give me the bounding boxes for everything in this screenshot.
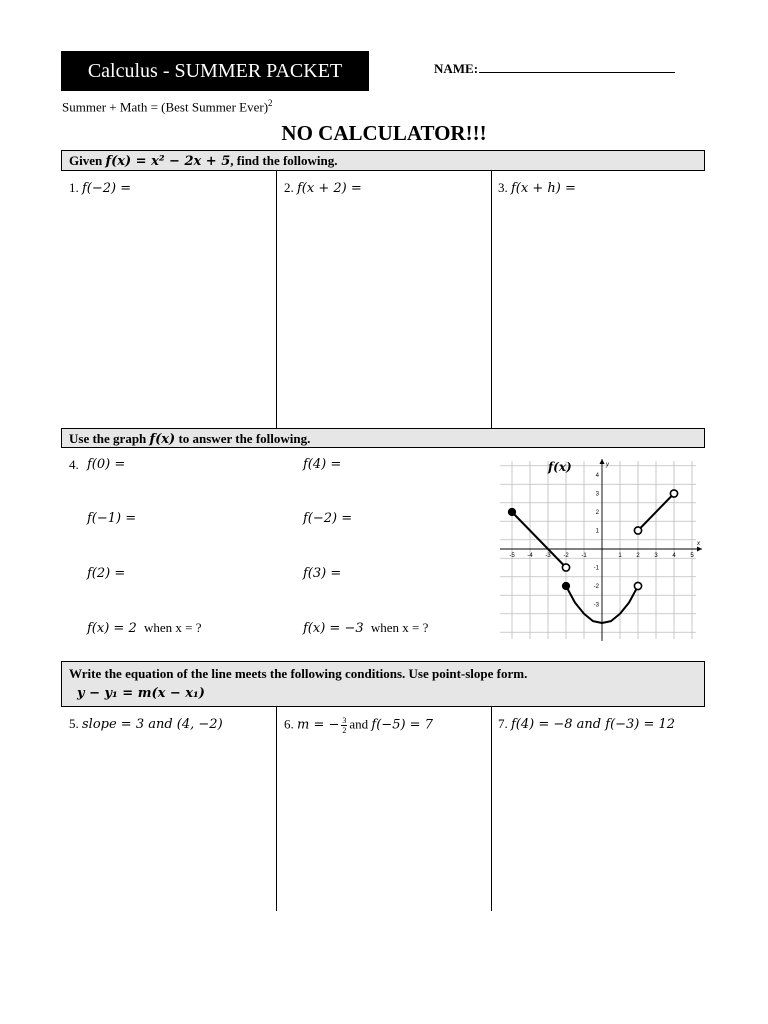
x-tick-label: 4 xyxy=(672,553,676,559)
fraction-denominator: 2 xyxy=(342,726,347,735)
q4-f-equals-neg3 xyxy=(303,620,428,636)
problem-6-and: and xyxy=(349,716,369,732)
open-point xyxy=(562,564,569,571)
problem-1 xyxy=(69,180,131,196)
problem-6 xyxy=(284,716,433,735)
q4-when-x-right: when x = ? xyxy=(370,620,429,635)
section3-divider-1 xyxy=(276,707,277,911)
problem-5-expression: slope = 3 and (4, −2) xyxy=(82,717,223,732)
problem-7 xyxy=(498,716,675,732)
point-slope-formula: y − y₁ = m(x − x₁) xyxy=(77,686,205,701)
x-tick-label: -4 xyxy=(527,553,533,559)
closed-point xyxy=(563,583,570,590)
x-axis-arrow xyxy=(697,547,702,552)
x-tick-label: 1 xyxy=(618,553,622,559)
section3-instruction: Write the equation of the line meets the following conditions. Use point-slope form. xyxy=(69,666,528,681)
problem-5-number: 5. xyxy=(69,716,79,731)
q4-f-of-3: f(3) = xyxy=(303,566,342,581)
section1-divider-2 xyxy=(491,171,492,428)
y-tick-label: 3 xyxy=(595,491,599,498)
section1-instruction: , find the following. xyxy=(230,153,338,168)
section1-function: f(x) = x² − 2x + 5 xyxy=(105,154,231,169)
open-point xyxy=(634,582,641,589)
problem-2 xyxy=(284,180,362,196)
tagline-exponent: 2 xyxy=(268,98,273,108)
y-tick-label: 2 xyxy=(595,510,599,516)
open-point xyxy=(670,490,677,497)
y-tick-label: -2 xyxy=(593,584,599,590)
section1-divider-1 xyxy=(276,171,277,428)
problem-3-expression: f(x + h) = xyxy=(511,181,576,196)
problem-7-number: 7. xyxy=(498,716,508,731)
problem-3-number: 3. xyxy=(498,180,508,195)
q4-f-of-neg1: f(−1) = xyxy=(87,511,137,526)
q4-f-of-4: f(4) = xyxy=(303,457,342,472)
y-tick-label: 4 xyxy=(595,473,599,479)
q4-f-equals-2 xyxy=(87,620,201,636)
x-tick-label: -1 xyxy=(581,553,587,559)
graph-y-label: y xyxy=(606,462,609,468)
y-tick-label: -3 xyxy=(593,602,599,609)
graph-x-label: x xyxy=(697,541,700,547)
name-label: NAME: xyxy=(434,61,479,76)
open-point xyxy=(634,527,641,534)
problem-1-number: 1. xyxy=(69,180,79,195)
q4-f-of-2: f(2) = xyxy=(87,566,126,581)
problem-3 xyxy=(498,180,576,196)
packet-title: Calculus - SUMMER PACKET xyxy=(61,51,369,91)
x-tick-label: -3 xyxy=(545,553,551,559)
no-calculator-heading: NO CALCULATOR!!! xyxy=(281,121,487,145)
section2-prefix: Use the graph xyxy=(69,431,147,446)
section2-function: f(x) xyxy=(149,432,176,447)
x-tick-label: 3 xyxy=(654,553,658,559)
x-tick-label: 2 xyxy=(636,553,640,559)
name-blank-line[interactable] xyxy=(479,60,675,73)
problem-1-expression: f(−2) = xyxy=(82,181,132,196)
q4-f-equals-neg3-expression: f(x) = −3 xyxy=(303,621,364,636)
graph-title: f(x) xyxy=(548,460,572,474)
problem-4-number: 4. xyxy=(69,457,79,472)
y-tick-label: 1 xyxy=(595,528,599,535)
x-tick-label: -5 xyxy=(509,553,515,559)
name-field[interactable] xyxy=(434,60,675,77)
section1-header xyxy=(61,150,705,171)
tagline xyxy=(62,98,273,115)
x-tick-label: 5 xyxy=(690,553,694,559)
section2-header xyxy=(61,428,705,448)
fraction-numerator: 3 xyxy=(342,716,347,725)
problem-6-condition: f(−5) = 7 xyxy=(371,717,433,733)
problem-2-number: 2. xyxy=(284,180,294,195)
q4-f-equals-2-expression: f(x) = 2 xyxy=(87,621,137,636)
section3-header xyxy=(61,661,705,707)
problem-6-number: 6. xyxy=(284,716,294,732)
y-axis-arrow xyxy=(600,459,605,464)
section2-suffix: to answer the following. xyxy=(178,431,311,446)
function-graph xyxy=(496,455,710,645)
y-tick-label: -1 xyxy=(593,565,599,572)
q4-f-of-neg2: f(−2) = xyxy=(303,511,353,526)
graph-grid xyxy=(496,461,696,639)
section3-divider-2 xyxy=(491,707,492,911)
problem-7-expression: f(4) = −8 and f(−3) = 12 xyxy=(511,717,676,732)
closed-point xyxy=(509,509,516,516)
problem-2-expression: f(x + 2) = xyxy=(297,181,362,196)
q4-when-x-left: when x = ? xyxy=(143,620,202,635)
problem-6-slope: m = − xyxy=(297,717,340,733)
x-tick-label: -2 xyxy=(563,553,569,559)
section1-given: Given xyxy=(69,153,103,168)
tagline-text: Summer + Math = (Best Summer Ever) xyxy=(62,99,269,115)
problem-5 xyxy=(69,716,223,732)
q4-f-of-0: f(0) = xyxy=(87,457,126,472)
problem-6-fraction xyxy=(341,716,347,735)
